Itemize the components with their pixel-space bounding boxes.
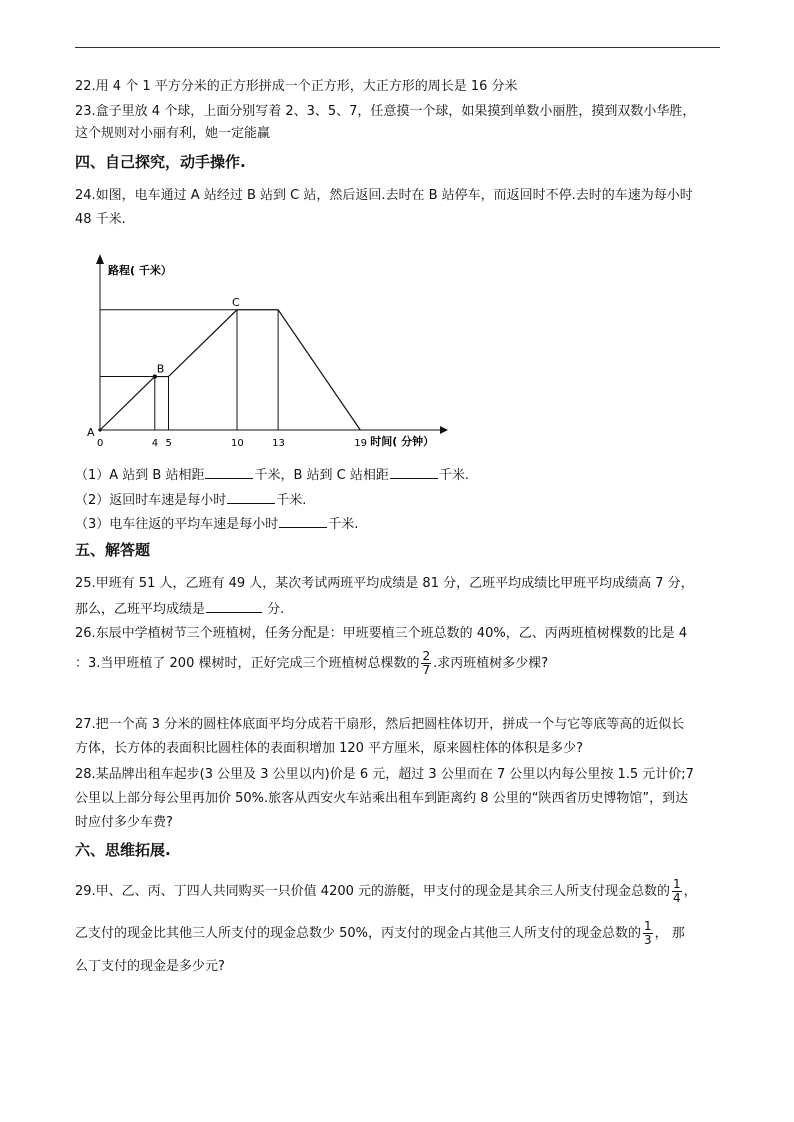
fraction-numerator: 2	[422, 649, 431, 663]
q27-line1: 27.把一个高 3 分米的圆柱体底面平均分成若干扇形，然后把圆柱体切开，拼成一个与它等底等高的近似长	[75, 717, 685, 732]
answer-blank[interactable]	[390, 465, 438, 479]
fraction	[672, 878, 682, 905]
q24-sub3	[75, 514, 358, 534]
header-rule	[75, 47, 720, 48]
q24-sub3-text-b: 千米.	[328, 517, 359, 532]
point-label-b: B	[156, 362, 165, 376]
point-label-a: A	[87, 426, 95, 439]
answer-blank[interactable]	[206, 599, 262, 613]
x-tick-label: 5	[165, 438, 172, 449]
section-6-heading: 六、思维拓展.	[75, 841, 171, 859]
q25-line2	[75, 599, 284, 619]
q29-line3: 么丁支付的现金是多少元?	[75, 959, 225, 974]
x-tick-label: 19	[354, 438, 368, 449]
x-tick-label: 13	[272, 438, 285, 449]
x-tick-label: 0	[97, 438, 104, 449]
q25-text-b: 分.	[267, 602, 285, 617]
section-5-heading: 五、解答题	[75, 541, 151, 559]
x-axis-title: 时间( 分钟）	[370, 435, 435, 448]
fraction	[421, 650, 431, 677]
q24-sub1	[75, 465, 469, 485]
q24-sub2	[75, 490, 306, 510]
q29-text-c: 乙支付的现金比其他三人所支付的现金总数少 50%，丙支付的现金占其他三人所支付的现金总数的	[75, 926, 642, 941]
q28-line1: 28.某品牌出租车起步(3 公里及 3 公里以内)价是 6 元，超过 3 公里而在 7 公里以内每公里按 1.5 元计价;7	[75, 767, 694, 782]
q24-line1: 24.如图，电车通过 A 站经过 B 站到 C 站，然后返回.去时在 B 站停车，而返回时不停.去时的车速为每小时	[75, 188, 693, 203]
q24-sub2-text-a: （2）返回时车速是每小时	[75, 493, 227, 508]
q23-line1: 23.盒子里放 4 个球，上面分别写着 2、3、5、7，任意摸一个球，如果摸到单数小丽胜，摸到双数小华胜，	[75, 104, 696, 119]
y-axis-title: 路程( 千米）	[108, 264, 172, 277]
fraction-denominator: 3	[644, 933, 652, 947]
distance-time-chart	[80, 250, 460, 455]
q24-sub1-text-c: 千米.	[438, 468, 470, 483]
point-label-c: C	[232, 295, 240, 309]
answer-blank[interactable]	[205, 465, 253, 479]
q26-text-b: .求丙班植树多少棵?	[433, 656, 549, 671]
q29-line1	[75, 878, 697, 905]
q29-text-b: ，	[683, 884, 697, 899]
q29-text-a: 29.甲、乙、丙、丁四人共同购买一只价值 4200 元的游艇，甲支付的现金是其余三人所支付现金总数的	[75, 884, 671, 899]
q24-sub2-text-b: 千米.	[276, 493, 307, 508]
q24-sub3-text-a: （3）电车往返的平均车速是每小时	[75, 517, 279, 532]
q22-text: 22.用 4 个 1 平方分米的正方形拼成一个正方形，大正方形的周长是 16 分米	[75, 79, 518, 94]
q28-line2: 公里以上部分每公里再加价 50%.旅客从西安火车站乘出租车到距离约 8 公里的“陕西省历史博物馆”，到达	[75, 791, 689, 806]
q24-line2: 48 千米.	[75, 212, 126, 227]
q26-line2	[75, 650, 548, 677]
answer-blank[interactable]	[279, 514, 327, 528]
q24-sub1-text-a: （1）A 站到 B 站相距	[75, 468, 205, 483]
route-line	[100, 310, 360, 430]
fraction	[643, 920, 653, 947]
q28-line3: 时应付多少车费?	[75, 815, 173, 830]
answer-blank[interactable]	[227, 490, 275, 504]
q29-text-d: ， 那	[654, 926, 685, 941]
point-a	[98, 428, 101, 431]
x-tick-label: 4	[151, 438, 159, 449]
section-4-heading: 四、自己探究，动手操作.	[75, 153, 246, 171]
q23-line2: 这个规则对小丽有利，她一定能赢	[75, 126, 271, 141]
fraction-denominator: 7	[422, 663, 431, 677]
fraction-numerator: 1	[644, 919, 652, 933]
q27-line2: 方体，长方体的表面积比圆柱体的表面积增加 120 平方厘米，原来圆柱体的体积是多少?	[75, 741, 583, 756]
y-axis-arrow	[96, 254, 104, 264]
q25-line1: 25.甲班有 51 人，乙班有 49 人，某次考试两班平均成绩是 81 分，乙班平均成绩比甲班平均成绩高 7 分，	[75, 576, 694, 591]
x-axis-arrow	[440, 426, 448, 434]
q29-line2	[75, 920, 685, 947]
x-tick-label: 10	[231, 438, 244, 449]
q24-sub1-text-b: 千米，B 站到 C 站相距	[254, 468, 389, 483]
fraction-denominator: 4	[673, 891, 681, 905]
q25-text-a: 那么，乙班平均成绩是	[75, 602, 206, 617]
q26-line1: 26.东辰中学植树节三个班植树，任务分配是：甲班要植三个班总数的 40%，乙、丙两班植树棵数的比是 4	[75, 626, 688, 641]
fraction-numerator: 1	[673, 877, 681, 891]
q26-text-a: ：3.当甲班植了 200 棵树时，正好完成三个班植树总棵数的	[75, 656, 420, 671]
